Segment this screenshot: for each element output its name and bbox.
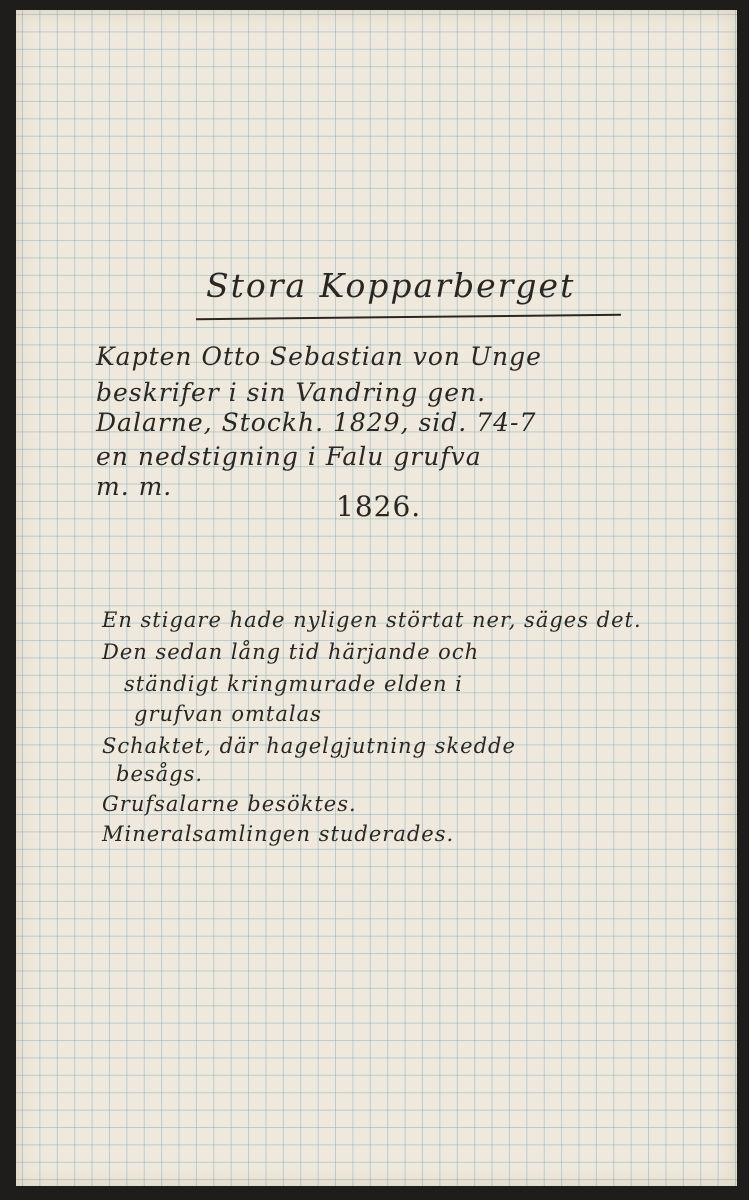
title-underline <box>196 314 621 320</box>
body-line-6: besågs. <box>116 762 204 786</box>
body-line-1: En stigare hade nyligen störtat ner, säges det. <box>102 608 642 632</box>
year: 1826. <box>336 490 422 523</box>
body-line-7: Grufsalarne besöktes. <box>102 792 357 816</box>
page-title: Stora Kopparberget <box>206 266 576 305</box>
body-line-5: Schaktet, där hagelgjutning skedde <box>102 734 516 758</box>
header-line-3: Dalarne, Stockh. 1829, sid. 74-7 <box>96 408 537 437</box>
header-line-5: m. m. <box>96 472 173 501</box>
notebook-page <box>16 10 737 1186</box>
header-line-1: Kapten Otto Sebastian von Unge <box>96 342 542 371</box>
body-line-2: Den sedan lång tid härjande och <box>102 640 480 664</box>
body-line-3: ständigt kringmurade elden i <box>124 672 463 696</box>
body-line-4: grufvan omtalas <box>134 702 322 726</box>
header-line-4: en nedstigning i Falu grufva <box>96 442 482 471</box>
header-line-2: beskrifer i sin Vandring gen. <box>96 378 487 407</box>
body-line-8: Mineralsamlingen studerades. <box>102 822 455 846</box>
